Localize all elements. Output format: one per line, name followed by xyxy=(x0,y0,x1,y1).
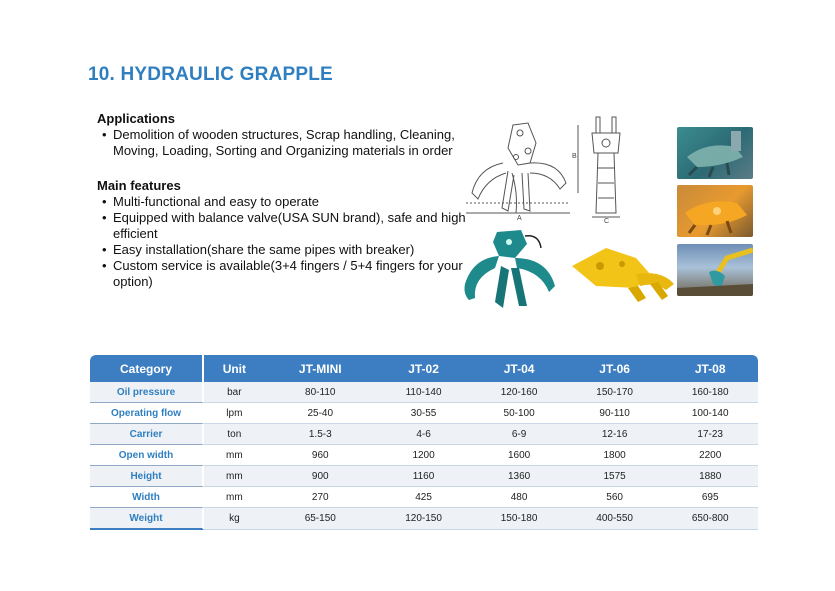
list-item: • Multi-functional and easy to operate xyxy=(101,194,471,210)
table-cell: 17-23 xyxy=(662,424,758,445)
applications-heading: Applications xyxy=(97,111,176,126)
main-features-heading: Main features xyxy=(97,178,181,193)
table-cell: 4-6 xyxy=(376,424,472,445)
table-cell: 1200 xyxy=(376,445,472,466)
page-title: 10. HYDRAULIC GRAPPLE xyxy=(88,64,333,85)
table-cell: 650-800 xyxy=(662,508,758,530)
table-cell: mm xyxy=(204,466,265,487)
table-cell: 1160 xyxy=(376,466,472,487)
table-cell: 560 xyxy=(567,487,663,508)
table-cell: 1575 xyxy=(567,466,663,487)
table-row xyxy=(90,445,758,466)
column-header-unit: Unit xyxy=(204,355,265,382)
table-row xyxy=(90,424,758,445)
table-cell: 80-110 xyxy=(265,382,376,403)
list-item: • Easy installation(share the same pipes with breaker) xyxy=(101,242,471,258)
row-category: Carrier xyxy=(90,424,204,445)
table-cell: 425 xyxy=(376,487,472,508)
dimension-label-b: B xyxy=(572,153,577,160)
table-cell: 1.5-3 xyxy=(265,424,376,445)
table-cell: 50-100 xyxy=(471,403,567,424)
table-cell: 2200 xyxy=(662,445,758,466)
main-features-list xyxy=(101,194,471,290)
grapple-dimension-drawing xyxy=(458,113,630,225)
table-cell: 695 xyxy=(662,487,758,508)
grapple-photo-teal xyxy=(677,127,753,179)
table-cell: mm xyxy=(204,487,265,508)
specification-table xyxy=(90,355,758,530)
row-category: Weight xyxy=(90,508,204,530)
table-row xyxy=(90,487,758,508)
table-cell: ton xyxy=(204,424,265,445)
row-category: Height xyxy=(90,466,204,487)
list-item: • Custom service is available(3+4 fingers / 5+4 fingers for your option) xyxy=(101,258,471,290)
list-item: • Equipped with balance valve(USA SUN brand), safe and high efficient xyxy=(101,210,471,242)
table-cell: 1800 xyxy=(567,445,663,466)
table-cell: 150-180 xyxy=(471,508,567,530)
table-cell: 480 xyxy=(471,487,567,508)
table-cell: 1600 xyxy=(471,445,567,466)
green-grapple-image xyxy=(455,228,563,312)
table-cell: 25-40 xyxy=(265,403,376,424)
table-cell: 120-160 xyxy=(471,382,567,403)
technical-drawing xyxy=(458,113,630,225)
table-cell: 30-55 xyxy=(376,403,472,424)
table-cell: kg xyxy=(204,508,265,530)
table-row xyxy=(90,466,758,487)
table-row xyxy=(90,403,758,424)
column-header-jt-08: JT-08 xyxy=(662,355,758,382)
table-cell: bar xyxy=(204,382,265,403)
grapple-photo-excavator xyxy=(677,244,753,296)
column-header-jt-04: JT-04 xyxy=(471,355,567,382)
table-cell: 1360 xyxy=(471,466,567,487)
table-cell: 100-140 xyxy=(662,403,758,424)
table-cell: 960 xyxy=(265,445,376,466)
column-header-jt-mini: JT-MINI xyxy=(265,355,376,382)
table-cell: 120-150 xyxy=(376,508,472,530)
table-cell: 1880 xyxy=(662,466,758,487)
applications-list xyxy=(101,127,491,159)
dimension-label-c: C xyxy=(604,218,610,225)
table-row xyxy=(90,382,758,403)
column-header-category: Category xyxy=(90,355,204,382)
table-cell: 400-550 xyxy=(567,508,663,530)
table-header-row xyxy=(90,355,758,382)
table-cell: 6-9 xyxy=(471,424,567,445)
grapple-photo-orange xyxy=(677,185,753,237)
table-cell: 900 xyxy=(265,466,376,487)
table-cell: 270 xyxy=(265,487,376,508)
table-cell: 90-110 xyxy=(567,403,663,424)
list-item: • Demolition of wooden structures, Scrap handling, Cleaning, Moving, Loading, Sorting and Organizing materials in order xyxy=(101,127,491,159)
table-cell: 12-16 xyxy=(567,424,663,445)
table-cell: 160-180 xyxy=(662,382,758,403)
row-category: Open width xyxy=(90,445,204,466)
dimension-label-a: A xyxy=(517,215,522,222)
table-cell: 110-140 xyxy=(376,382,472,403)
table-cell: 150-170 xyxy=(567,382,663,403)
row-category: Oil pressure xyxy=(90,382,204,403)
table-cell: lpm xyxy=(204,403,265,424)
column-header-jt-02: JT-02 xyxy=(376,355,472,382)
table-row xyxy=(90,508,758,530)
row-category: Operating flow xyxy=(90,403,204,424)
table-cell: mm xyxy=(204,445,265,466)
column-header-jt-06: JT-06 xyxy=(567,355,663,382)
row-category: Width xyxy=(90,487,204,508)
yellow-grapple-image xyxy=(566,244,678,308)
table-cell: 65-150 xyxy=(265,508,376,530)
